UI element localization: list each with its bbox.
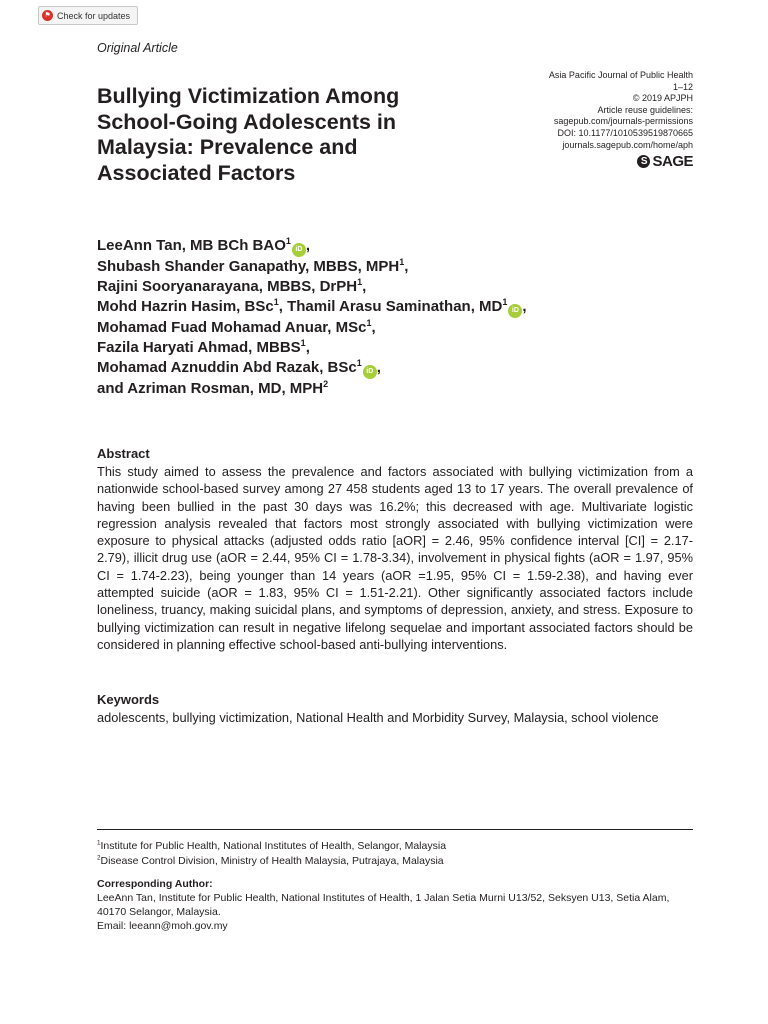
keywords-heading: Keywords bbox=[97, 692, 160, 707]
author-separator: , bbox=[362, 278, 367, 295]
affiliation-marker: 1 bbox=[357, 277, 363, 287]
journal-name: Asia Pacific Journal of Public Health bbox=[548, 70, 693, 80]
author-separator: , bbox=[371, 319, 376, 336]
author-separator: , bbox=[522, 298, 527, 315]
bookmark-icon: ⚑ bbox=[42, 10, 53, 21]
check-for-updates-label: Check for updates bbox=[57, 10, 131, 21]
author-name: Rajini Sooryanarayana, MBBS, DrPH bbox=[97, 278, 358, 295]
author-name: Mohd Hazrin Hasim, BSc bbox=[97, 298, 274, 315]
sage-mark-icon: S bbox=[637, 155, 650, 168]
author-name: Mohamad Aznuddin Abd Razak, BSc bbox=[97, 359, 357, 376]
article-type: Original Article bbox=[97, 41, 178, 55]
corresponding-author bbox=[97, 877, 693, 933]
author-line bbox=[97, 338, 697, 358]
author-name: LeeAnn Tan, MB BCh BAO bbox=[97, 237, 286, 254]
author-separator: , bbox=[305, 339, 310, 356]
author-separator: , bbox=[278, 298, 288, 315]
affiliation-1: $^1$Institute for Public Health, National Institutes of Health, Selangor, Malaysia bbox=[97, 839, 447, 852]
reuse-label: Article reuse guidelines: bbox=[597, 104, 693, 115]
reuse-link[interactable]: sagepub.com/journals-permissions bbox=[553, 116, 693, 127]
corresponding-email[interactable]: Email: leeann@moh.gov.my bbox=[97, 920, 228, 932]
author-line bbox=[97, 277, 697, 297]
journal-info bbox=[549, 70, 693, 168]
abstract-text: This study aimed to assess the prevalence and factors associated with bullying victimization from a nationwide school-based survey among 27 458 students aged 13 to 17 years. The overall prevalence of having been bullied in the past 30 days was 16.2%; this decreased with age. Multivariate logistic regression analysis revealed that factors most strongly associated with bullying victimization were exposure to physical attacks (adjusted odds ratio [aOR] = 2.46, 95% confidence interval [CI] = 2.17-2.79), illicit drug use (aOR = 2.44, 95% CI = 1.78-3.34), involvement in physical fights (aOR = 1.97, 95% CI = 1.74-2.23), being younger than 14 years (aOR =1.95, 95% CI = 1.59-2.38), and having ever attempted suicide (aOR = 1.83, 95% CI = 1.51-2.21). Other significantly associated factors include loneliness, truancy, making suicidal plans, and symptoms of depression, anxiety, and stress. Exposure to bullying victimization can result in negative lifelong sequelae and important associated factors should be considered in planning effective school-based anti-bullying interventions. bbox=[97, 464, 693, 652]
author-line bbox=[97, 236, 697, 257]
affiliation-2: $^2$Disease Control Division, Ministry of Health Malaysia, Putrajaya, Malaysia bbox=[97, 854, 444, 867]
orcid-icon[interactable]: iD bbox=[292, 243, 306, 257]
author-line bbox=[97, 318, 697, 338]
affiliation-marker: 2 bbox=[323, 379, 329, 389]
orcid-icon[interactable]: iD bbox=[508, 304, 522, 318]
affiliation-marker: 1 bbox=[356, 358, 362, 368]
affiliation-marker: 1 bbox=[273, 297, 279, 307]
article-title: Bullying Victimization Among School-Going Adolescents in Malaysia: Prevalence and Associated Factors bbox=[97, 84, 400, 185]
author-name: Thamil Arasu Saminathan, MD bbox=[287, 298, 503, 315]
author-name: Mohamad Fuad Mohamad Anuar, MSc bbox=[97, 319, 367, 336]
corresponding-address: LeeAnn Tan, Institute for Public Health, National Institutes of Health, 1 Jalan Setia Murni U13/52, Seksyen U13, Setia Alam, 40170 Selangor, Malaysia. bbox=[97, 892, 670, 918]
author-line bbox=[97, 257, 697, 277]
orcid-icon[interactable]: iD bbox=[363, 365, 377, 379]
corresponding-heading: Corresponding Author: bbox=[97, 878, 213, 890]
affiliation-marker: 1 bbox=[300, 338, 306, 348]
affiliation-marker: 1 bbox=[399, 257, 405, 267]
journal-home-link[interactable]: journals.sagepub.com/home/aph bbox=[562, 139, 693, 150]
journal-pages: 1–12 bbox=[672, 81, 693, 92]
sage-publisher: SAGE bbox=[652, 152, 693, 170]
author-name: Shubash Shander Ganapathy, MBBS, MPH bbox=[97, 258, 400, 275]
author-line bbox=[97, 297, 697, 318]
author-line bbox=[97, 358, 697, 379]
affiliation-marker: 1 bbox=[366, 318, 372, 328]
footnote-divider bbox=[97, 829, 693, 830]
abstract-heading: Abstract bbox=[97, 446, 150, 461]
author-line bbox=[97, 379, 697, 399]
author-separator: , bbox=[404, 258, 409, 275]
author-separator: , bbox=[305, 237, 311, 254]
author-separator: , bbox=[376, 359, 381, 376]
author-name: and Azriman Rosman, MD, MPH bbox=[97, 380, 324, 397]
journal-copyright: © 2019 APJPH bbox=[632, 93, 693, 104]
sage-logo bbox=[637, 152, 693, 170]
affiliations bbox=[97, 839, 446, 868]
keywords-text: adolescents, bullying victimization, National Health and Morbidity Survey, Malaysia, school violence bbox=[97, 710, 659, 725]
author-list bbox=[97, 236, 697, 399]
author-name: Fazila Haryati Ahmad, MBBS bbox=[97, 339, 301, 356]
affiliation-marker: 1 bbox=[285, 236, 291, 246]
doi-link[interactable]: DOI: 10.1177/1010539519870665 bbox=[557, 127, 693, 138]
affiliation-marker: 1 bbox=[502, 297, 508, 307]
check-for-updates-button[interactable] bbox=[38, 6, 138, 25]
